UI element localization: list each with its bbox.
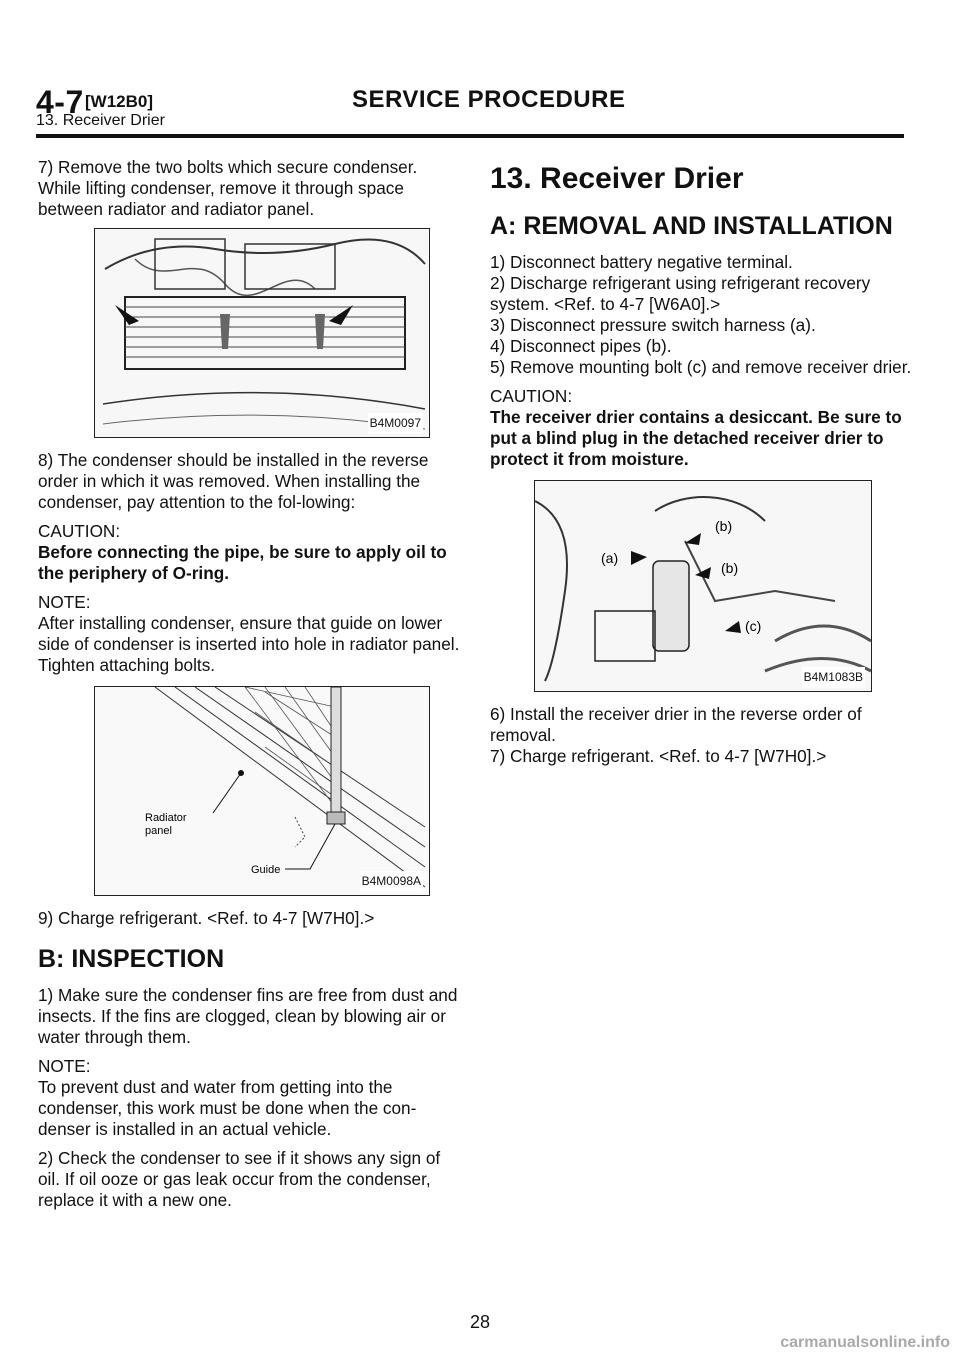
install-step-6: 6) Install the receiver drier in the reverse order of removal. bbox=[490, 704, 862, 745]
removal-step: 1) Disconnect battery negative terminal. bbox=[490, 252, 793, 272]
label-b-lower: (b) bbox=[721, 560, 739, 576]
removal-installation-heading: A: REMOVAL AND INSTALLATION bbox=[490, 212, 893, 240]
label-a: (a) bbox=[601, 550, 619, 566]
page-title: SERVICE PROCEDURE bbox=[352, 86, 626, 113]
label-b-upper: (b) bbox=[715, 518, 733, 534]
label-c: (c) bbox=[745, 618, 762, 634]
caution-text: Before connecting the pipe, be sure to apply oil to the periphery of O-ring. bbox=[38, 542, 447, 583]
figure-code: B4M0097 bbox=[368, 413, 423, 434]
step-8-text: 8) The condenser should be installed in the reverse order in which it was removed. When installing the condenser, pay attention to the fol-lowing: bbox=[38, 450, 429, 512]
label-guide: Guide bbox=[251, 864, 281, 876]
note-label: NOTE: bbox=[38, 592, 91, 612]
right-column bbox=[490, 160, 914, 775]
figure-code: B4M1083B bbox=[802, 667, 865, 688]
figure-condenser-guide bbox=[94, 686, 430, 896]
header-rule bbox=[36, 134, 904, 138]
receiver-drier-illustration bbox=[535, 481, 871, 691]
inspection-heading: B: INSPECTION bbox=[38, 945, 225, 973]
inspection-note-label: NOTE: bbox=[38, 1056, 91, 1076]
install-step-7: 7) Charge refrigerant. <Ref. to 4-7 [W7H0].> bbox=[490, 746, 827, 766]
step-9-text: 9) Charge refrigerant. <Ref. to 4-7 [W7H0].> bbox=[38, 908, 375, 928]
figure-condenser-removal bbox=[94, 228, 430, 438]
label-radiator: Radiator bbox=[145, 812, 187, 824]
removal-step: 2) Discharge refrigerant using refrigerant recovery system. <Ref. to 4-7 [W6A0].> bbox=[490, 273, 871, 314]
figure-receiver-drier bbox=[534, 480, 872, 692]
section-code: [W12B0] bbox=[85, 92, 154, 111]
figure-code: B4M0098A bbox=[360, 871, 423, 892]
receiver-drier-heading: 13. Receiver Drier bbox=[490, 162, 744, 195]
inspection-step-2: 2) Check the condenser to see if it shows any sign of oil. If oil ooze or gas leak occur from the condenser, replace it with a new one. bbox=[38, 1148, 441, 1210]
caution-text: The receiver drier contains a desiccant. Be sure to put a blind plug in the detached receiver drier to protect it from moisture. bbox=[490, 407, 902, 469]
section-number: 4-7 bbox=[36, 84, 84, 120]
removal-step: 5) Remove mounting bolt (c) and remove receiver drier. bbox=[490, 357, 912, 377]
page-number: 28 bbox=[470, 1312, 491, 1332]
note-text: After installing condenser, ensure that guide on lower side of condenser is inserted into hole in radiator panel. Tighten attaching bolts. bbox=[38, 613, 460, 675]
left-column bbox=[38, 157, 462, 1219]
guide-illustration bbox=[95, 687, 429, 895]
step-7-text: 7) Remove the two bolts which secure condenser. While lifting condenser, remove it through space between radiator and radiator panel. bbox=[38, 157, 418, 219]
inspection-step-1: 1) Make sure the condenser fins are free from dust and insects. If the fins are clogged, clean by blowing air or water through them. bbox=[38, 985, 458, 1047]
watermark: carmanualsonline.info bbox=[780, 1334, 950, 1351]
caution-label: CAUTION: bbox=[38, 521, 121, 541]
removal-step: 4) Disconnect pipes (b). bbox=[490, 336, 672, 356]
removal-step: 3) Disconnect pressure switch harness (a). bbox=[490, 315, 816, 335]
label-panel: panel bbox=[145, 825, 172, 837]
condenser-illustration bbox=[95, 229, 429, 437]
caution-label: CAUTION: bbox=[490, 386, 573, 406]
page-subtitle: 13. Receiver Drier bbox=[36, 112, 165, 129]
inspection-note-text: To prevent dust and water from getting into the condenser, this work must be done when the con-denser is installed in an actual vehicle. bbox=[38, 1077, 417, 1139]
